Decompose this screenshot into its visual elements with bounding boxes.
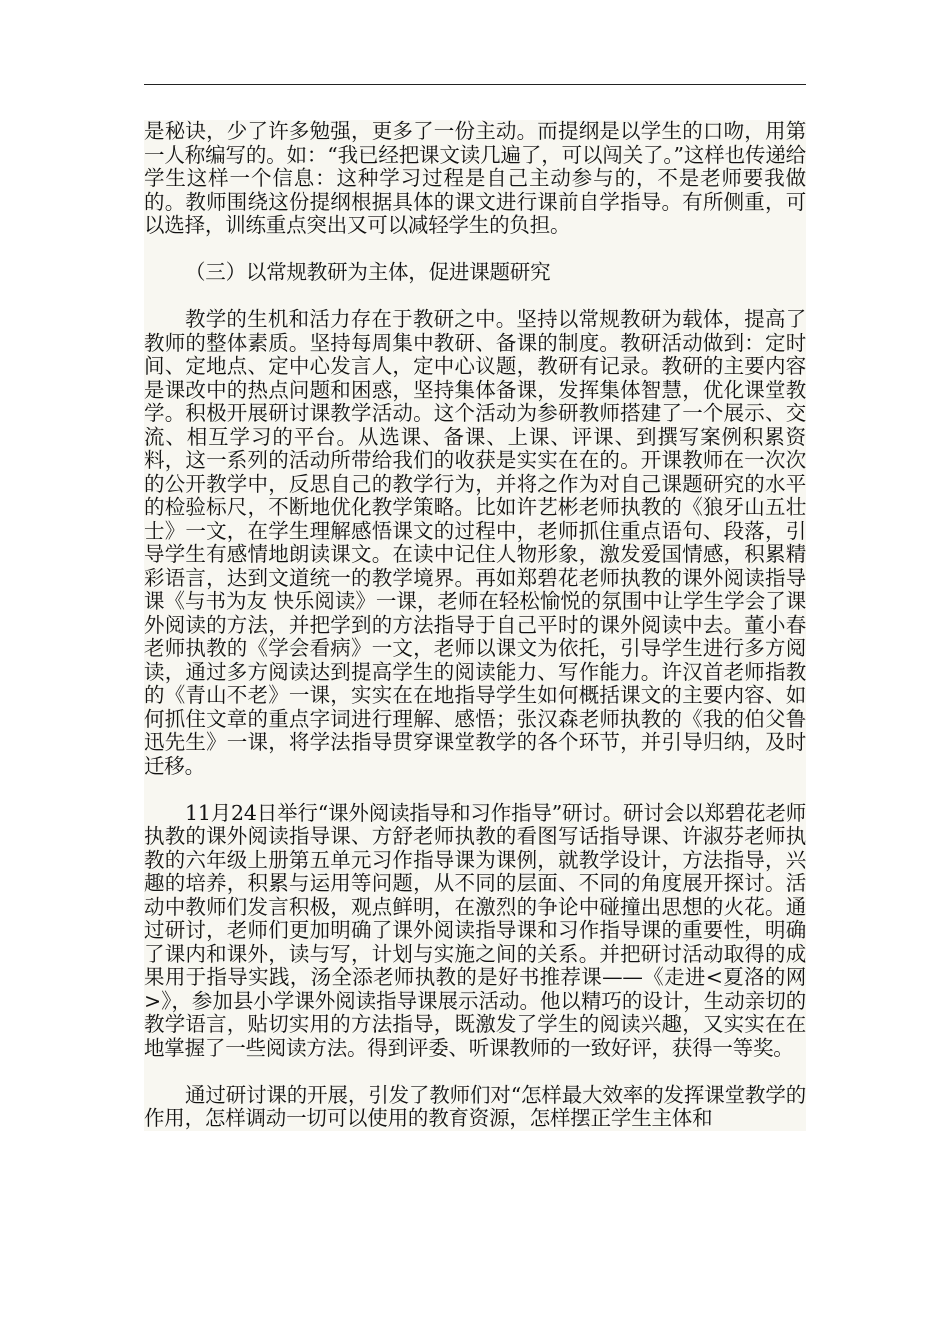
paragraph-gap bbox=[144, 778, 806, 802]
paragraph-conclusion-partial: 通过研讨课的开展，引发了教师们对“怎样最大效率的发挥课堂教学的作用，怎样调动一切可以使用的教育资源，怎样摆正学生主体和 bbox=[144, 1082, 806, 1130]
header-rule bbox=[144, 84, 806, 85]
paragraph-gap bbox=[144, 1060, 806, 1084]
document-body bbox=[144, 120, 806, 1131]
paragraph-teaching-research: 教学的生机和活力存在于教研之中。坚持以常规教研为载体，提高了教师的整体素质。坚持每周集中教研、备课的制度。教研活动做到：定时间、定地点、定中心发言人，定中心议题，教研有记录。教研的主要内容是课改中的热点问题和困惑，坚持集体备课，发挥集体智慧，优化课堂教学。积极开展研讨课教学活动。这个活动为参研教师搭建了一个展示、交流、相互学习的平台。从选课、备课、上课、评课、到撰写案例积累资料，这一系列的活动所带给我们的收获是实实在在的。开课教师在一次次的公开教学中，反思自己的教学行为，并将之作为对自己课题研究的水平的检验标尺，不断地优化教学策略。比如许艺彬老师执教的《狼牙山五壮士》一文，在学生理解感悟课文的过程中，老师抓住重点语句、段落，引导学生有感情地朗读课文。在读中记住人物形象，激发爱国情感，积累精彩语言，达到文道统一的教学境界。再如郑碧花老师执教的课外阅读指导课《与书为友 快乐阅读》一课，老师在轻松愉悦的氛围中让学生学会了课外阅读的方法，并把学到的方法指导于自己平时的课外阅读中去。董小春老师执教的《学会看病》一文，老师以课文为依托，引导学生进行多方阅读，通过多方阅读达到提高学生的阅读能力、写作能力。许汉首老师指教的《青山不老》一课，实实在在地指导学生如何概括课文的主要内容、如何抓住文章的重点字词进行理解、感悟；张汉森老师执教的《我的伯父鲁迅先生》一课，将学法指导贯穿课堂教学的各个环节，并引导归纳，及时迁移。 bbox=[144, 307, 806, 778]
paragraph-continued: 是秘诀，少了许多勉强，更多了一份主动。而提纲是以学生的口吻，用第一人称编写的。如：“我已经把课文读几遍了，可以闯关了。”这样也传递给学生这样一个信息：这种学习过程是自己主动参与的，不是老师要我做的。教师围绕这份提纲根据具体的课文进行课前自学指导。有所侧重，可以选择，训练重点突出又可以减轻学生的负担。 bbox=[144, 119, 806, 237]
paragraph-gap bbox=[144, 238, 806, 262]
paragraph-gap bbox=[144, 285, 806, 309]
paragraph-seminar: 11月24日举行“课外阅读指导和习作指导”研讨。研讨会以郑碧花老师执教的课外阅读指导课、方舒老师执教的看图写话指导课、许淑芬老师执教的六年级上册第五单元习作指导课为课例，就教学设计，方法指导，兴趣的培养，积累与运用等问题，从不同的层面、不同的角度展开探讨。活动中教师们发言积极，观点鲜明，在激烈的争论中碰撞出思想的火花。通过研讨，老师们更加明确了课外阅读指导课和习作指导课的重要性，明确了课内和课外，读与写，计划与实施之间的关系。并把研讨活动取得的成果用于指导实践，汤全添老师执教的是好书推荐课——《走进<夏洛的网>》，参加县小学课外阅读指导课展示活动。他以精巧的设计，生动亲切的教学语言，贴切实用的方法指导，既激发了学生的阅读兴趣，又实实在在地掌握了一些阅读方法。得到评委、听课教师的一致好评，获得一等奖。 bbox=[144, 800, 806, 1060]
section-heading: （三）以常规教研为主体，促进课题研究 bbox=[185, 260, 551, 284]
